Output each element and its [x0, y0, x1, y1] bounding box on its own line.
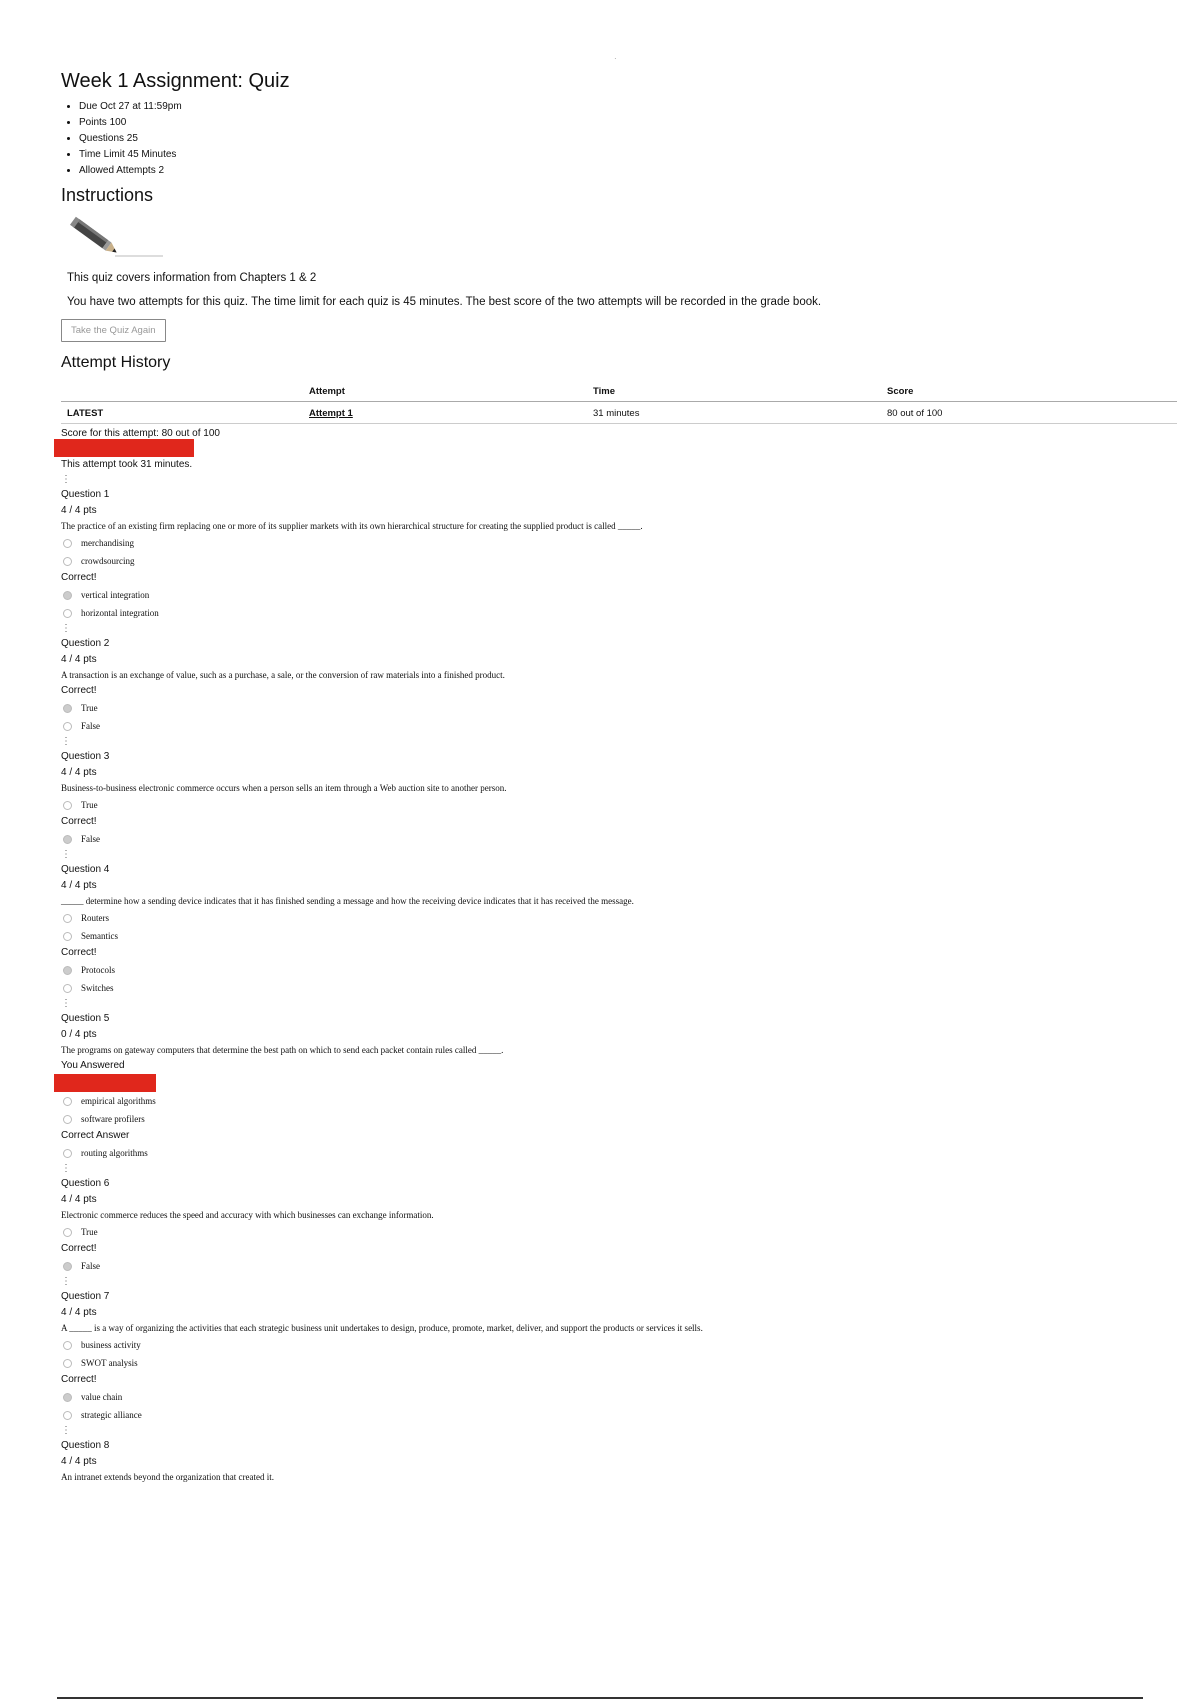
- question-points: 0 / 4 pts: [61, 1029, 97, 1040]
- meta-questions: • Questions 25: [79, 131, 1181, 147]
- question-text: The practice of an existing firm replacing one or more of its supplier markets with its own hierarchical structure for creating the supplied product is called _____.: [61, 521, 643, 531]
- answer-label: merchandising: [81, 538, 134, 548]
- answer-label: vertical integration: [81, 590, 150, 600]
- col-score: Score: [881, 380, 1177, 402]
- attempt-link[interactable]: Attempt 1: [309, 408, 353, 419]
- answer-label: strategic alliance: [81, 1410, 142, 1420]
- radio-icon[interactable]: [63, 1411, 72, 1420]
- answer-status-label: Correct!: [61, 816, 97, 827]
- question-text: The programs on gateway computers that determine the best path on which to send each packet contain rules called _____.: [61, 1045, 504, 1055]
- question-points: 4 / 4 pts: [61, 1456, 97, 1467]
- radio-icon[interactable]: [63, 539, 72, 548]
- instructions-line-2: You have two attempts for this quiz. The time limit for each quiz is 45 minutes. The best score of the two attempts will be recorded in the grade book.: [67, 296, 822, 308]
- answer-status-label: Correct!: [61, 572, 97, 583]
- answer-label: Protocols: [81, 965, 116, 975]
- question-flag-icon[interactable]: ⋮: [61, 849, 71, 860]
- answer-option: [61, 604, 1181, 622]
- answer-label: value chain: [81, 1392, 123, 1402]
- attempt-cell: [303, 402, 587, 424]
- answer-option: [61, 909, 1181, 927]
- answer-option: [61, 927, 1181, 945]
- question-title: Question 4: [61, 864, 110, 875]
- question-block: [61, 735, 1181, 848]
- redaction-bar: [54, 1074, 156, 1092]
- radio-icon[interactable]: [63, 609, 72, 618]
- question-points: 4 / 4 pts: [61, 1194, 97, 1205]
- answer-label: empirical algorithms: [81, 1096, 156, 1106]
- score-cell: 80 out of 100: [881, 402, 1177, 424]
- question-points: 4 / 4 pts: [61, 505, 97, 516]
- answer-label: business activity: [81, 1340, 141, 1350]
- answer-option: [61, 586, 1181, 604]
- answer-label: routing algorithms: [81, 1148, 148, 1158]
- answer-option: [61, 796, 1181, 814]
- answer-option: [61, 1110, 1181, 1128]
- question-title: Question 5: [61, 1013, 110, 1024]
- answer-label: Routers: [81, 913, 109, 923]
- answer-label: horizontal integration: [81, 608, 159, 618]
- radio-selected-icon[interactable]: [63, 704, 72, 713]
- question-flag-icon[interactable]: ⋮: [61, 998, 71, 1009]
- answer-option: [61, 534, 1181, 552]
- answer-option: [61, 717, 1181, 735]
- meta-attempts: • Allowed Attempts 2: [79, 163, 1181, 179]
- question-title: Question 7: [61, 1291, 110, 1302]
- page-dot: ·: [614, 54, 617, 63]
- meta-time-limit: • Time Limit 45 Minutes: [79, 147, 1181, 163]
- answer-label: SWOT analysis: [81, 1358, 138, 1368]
- answer-option: [61, 1354, 1181, 1372]
- question-flag-icon[interactable]: ⋮: [61, 1163, 71, 1174]
- answer-status-label: Correct!: [61, 1374, 97, 1385]
- question-text: Electronic commerce reduces the speed and accuracy with which businesses can exchange information.: [61, 1210, 434, 1220]
- answer-option: [61, 979, 1181, 997]
- answer-label: software profilers: [81, 1114, 145, 1124]
- question-block: [61, 997, 1181, 1162]
- radio-icon[interactable]: [63, 1149, 72, 1158]
- radio-icon[interactable]: [63, 1341, 72, 1350]
- answer-option: [61, 552, 1181, 570]
- answer-option: [61, 830, 1181, 848]
- question-block: [61, 1162, 1181, 1275]
- answer-option: [61, 1092, 1181, 1110]
- question-block: [61, 1424, 1181, 1485]
- page-title: Week 1 Assignment: Quiz: [61, 70, 290, 92]
- table-row: [61, 402, 1177, 424]
- attempt-duration-line: This attempt took 31 minutes.: [61, 459, 193, 470]
- question-flag-icon[interactable]: ⋮: [61, 1425, 71, 1436]
- question-points: 4 / 4 pts: [61, 654, 97, 665]
- question-flag-icon[interactable]: ⋮: [61, 474, 71, 485]
- question-title: Question 6: [61, 1178, 110, 1189]
- radio-icon[interactable]: [63, 1228, 72, 1237]
- answer-option: [61, 1257, 1181, 1275]
- question-text: A transaction is an exchange of value, such as a purchase, a sale, or the conversion of raw materials into a finished product.: [61, 670, 505, 680]
- question-block: [61, 1275, 1181, 1424]
- time-cell: 31 minutes: [587, 402, 881, 424]
- answer-label: True: [81, 703, 98, 713]
- attempt-history-heading: Attempt History: [61, 354, 171, 371]
- question-title: Question 2: [61, 638, 110, 649]
- question-flag-icon[interactable]: ⋮: [61, 736, 71, 747]
- pencil-icon: [67, 216, 167, 262]
- question-text: A _____ is a way of organizing the activities that each strategic business unit undertakes to design, produce, promote, market, deliver, and support the products or services it sells.: [61, 1323, 703, 1333]
- question-text: _____ determine how a sending device indicates that it has finished sending a message and how the receiving device indicates that it has received the message.: [61, 896, 634, 906]
- question-title: Question 1: [61, 489, 110, 500]
- answer-status-label: Correct!: [61, 1243, 97, 1254]
- radio-icon[interactable]: [63, 1097, 72, 1106]
- question-text: An intranet extends beyond the organization that created it.: [61, 1472, 275, 1482]
- instructions-heading: Instructions: [61, 185, 154, 205]
- answer-status-label: You Answered: [61, 1060, 125, 1071]
- radio-icon[interactable]: [63, 557, 72, 566]
- question-title: Question 3: [61, 751, 110, 762]
- answer-label: Switches: [81, 983, 114, 993]
- answer-option: [61, 961, 1181, 979]
- answer-label: False: [81, 721, 100, 731]
- answer-option: [61, 1144, 1181, 1162]
- radio-icon[interactable]: [63, 984, 72, 993]
- radio-icon[interactable]: [63, 1359, 72, 1368]
- answer-status-label: Correct!: [61, 947, 97, 958]
- answer-option: [61, 699, 1181, 717]
- radio-icon[interactable]: [63, 914, 72, 923]
- radio-selected-icon[interactable]: [63, 1262, 72, 1271]
- questions-list: [61, 473, 1181, 1485]
- instructions-line-1: This quiz covers information from Chapters 1 & 2: [67, 272, 317, 284]
- quiz-page: [61, 62, 1181, 1485]
- radio-selected-icon[interactable]: [63, 966, 72, 975]
- page-bottom-rule: [57, 1697, 1143, 1699]
- question-title: Question 8: [61, 1440, 110, 1451]
- quiz-meta-list: [79, 99, 1181, 179]
- answer-label: False: [81, 834, 100, 844]
- question-block: [61, 622, 1181, 735]
- answer-label: True: [81, 800, 98, 810]
- answer-option: [61, 1406, 1181, 1424]
- question-block: [61, 848, 1181, 997]
- answer-label: False: [81, 1261, 100, 1271]
- question-flag-icon[interactable]: ⋮: [61, 623, 71, 634]
- radio-selected-icon[interactable]: [63, 591, 72, 600]
- radio-icon[interactable]: [63, 932, 72, 941]
- radio-selected-icon[interactable]: [63, 835, 72, 844]
- answer-status-label: Correct Answer: [61, 1130, 130, 1141]
- meta-due: • Due Oct 27 at 11:59pm: [79, 99, 1181, 115]
- question-points: 4 / 4 pts: [61, 767, 97, 778]
- col-attempt: Attempt: [303, 380, 587, 402]
- radio-icon[interactable]: [63, 722, 72, 731]
- question-points: 4 / 4 pts: [61, 1307, 97, 1318]
- question-points: 4 / 4 pts: [61, 880, 97, 891]
- answer-label: True: [81, 1227, 98, 1237]
- col-time: Time: [587, 380, 881, 402]
- answer-label: Semantics: [81, 931, 118, 941]
- attempt-history-table: [61, 380, 1177, 424]
- question-text: Business-to-business electronic commerce occurs when a person sells an item through a Web auction site to another person.: [61, 783, 507, 793]
- answer-option: [61, 1388, 1181, 1406]
- col-blank: [61, 380, 303, 402]
- radio-selected-icon[interactable]: [63, 1393, 72, 1402]
- question-flag-icon[interactable]: ⋮: [61, 1276, 71, 1287]
- meta-points: • Points 100: [79, 115, 1181, 131]
- table-header-row: [61, 380, 1177, 402]
- attempt-score-line: Score for this attempt: 80 out of 100: [61, 428, 220, 439]
- take-quiz-again-button[interactable]: Take the Quiz Again: [61, 319, 166, 342]
- question-block: [61, 473, 1181, 622]
- answer-label: crowdsourcing: [81, 556, 135, 566]
- radio-icon[interactable]: [63, 1115, 72, 1124]
- answer-status-label: Correct!: [61, 685, 97, 696]
- radio-icon[interactable]: [63, 801, 72, 810]
- answer-option: [61, 1223, 1181, 1241]
- answer-option: [61, 1336, 1181, 1354]
- latest-tag: LATEST: [61, 402, 303, 424]
